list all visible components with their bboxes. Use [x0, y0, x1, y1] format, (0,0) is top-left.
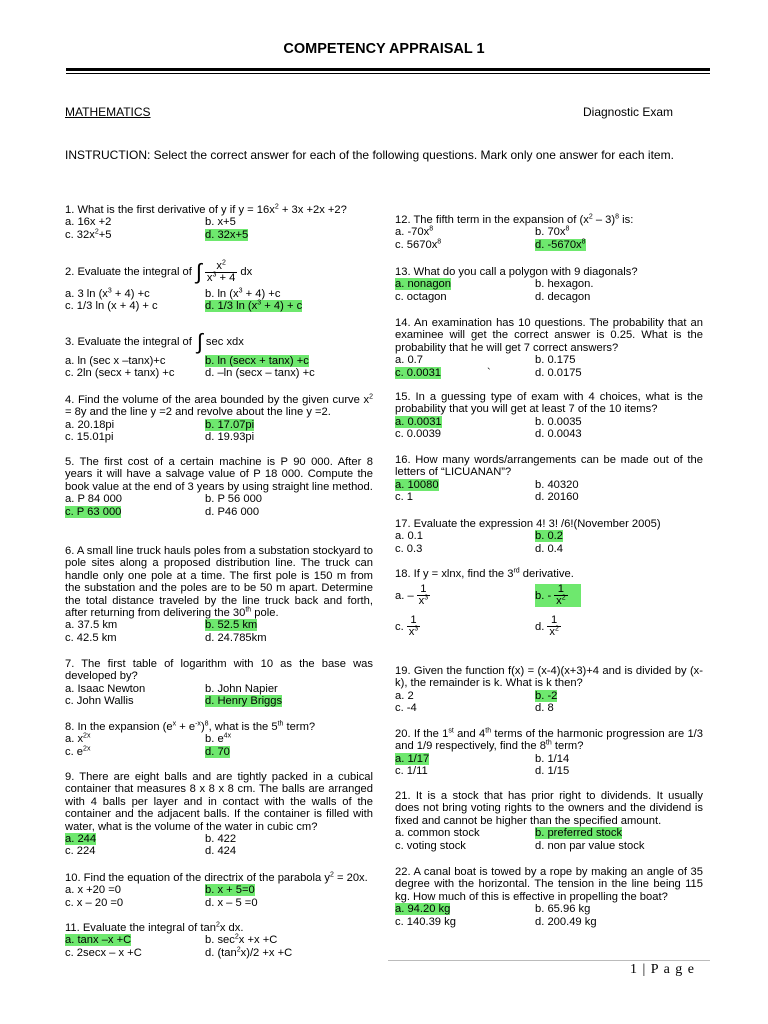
choice-c: c. $5670x^8$ — [395, 238, 442, 251]
choice-c: c. x – 20 =0 — [65, 896, 124, 909]
choice-b: b. John Napier — [205, 682, 278, 695]
choice-b-answer: b. - $\frac{1}{x^2}$ — [535, 584, 703, 607]
question-4: 4. Find the volume of the area bounded by the given curve $x^2 = 8y$ and the line y =2 and revolve about the line y =2. a. 20.18pi b. 17.07pi c. 15.01pi d. 19.93pi — [65, 393, 373, 444]
choice-d: d. $(\tan^2x)/2 +x +C$ — [205, 946, 293, 959]
choice-d: d. P46 000 — [205, 505, 260, 518]
choice-b: b. 40320 — [535, 478, 579, 491]
choice-c: c. 224 — [65, 845, 96, 858]
document-title: COMPETENCY APPRAISAL 1 — [283, 41, 485, 57]
choice-a-answer: a. 244 — [65, 833, 97, 846]
question-22: 22. A canal boat is towed by a rope by making an angle of 35 degree with the horizontal. The tension in the line being 115 kg. How much of this is effective in propelling the boat? a. 94.20 kg b. 65.96 kg c. 140.39 kg d. 200.49 kg — [395, 866, 703, 928]
choice-c-answer: c. 0.0031 ` — [395, 366, 491, 379]
question-1: 1. What is the first derivative of y if $y = 16x^2 + 3x +2x +2$? a. 16x +2 b. x+5 c. $32x^2+5$ d. 32x+5 — [65, 204, 373, 241]
choice-c: c. $e^{2x}$ — [65, 745, 91, 758]
choice-a: a. 0.1 — [395, 530, 423, 543]
choice-a-answer: a. 94.20 kg — [395, 903, 451, 916]
question-6: 6. A small line truck hauls poles from a substation stockyard to pole sites along a proposed distribution line. The truck can handle only one pole at a time. The first pole is 150 m from the substation and the poles are to be 50 m apart. Determine the total distance traveled by the line truck back and forth, after returning from delivering the 30th pole. a. 37.5 km b. 52.5 km c. 42.5 km d. 24.785km — [65, 545, 373, 644]
choice-b: b. 422 — [205, 833, 237, 846]
question-14: 14. An examination has 10 questions. The probability that an examinee will get the correct answer is 0.25. What is the probability that he will get 7 correct answers? a. 0.7 b. 0.175 c. 0.0031 ` d. 0.0175 — [395, 317, 703, 379]
choice-c: c. -4 — [395, 702, 417, 715]
choice-a: a. x +20 =0 — [65, 884, 121, 897]
choice-b: b. $70x^8$ — [535, 225, 570, 239]
choice-b-answer: b. 52.5 km — [205, 619, 258, 632]
choice-b: b. $\ln (x^3 + 4) +c$ — [205, 287, 281, 300]
choice-a-answer: a. 0.0031 — [395, 415, 442, 428]
choice-b: b. $e^{4x}$ — [205, 732, 232, 746]
choice-d-answer: d. 1/3 $\ln (x^3 + 4) + c$ — [205, 299, 303, 313]
choice-d: d. 200.49 kg — [535, 915, 597, 928]
choice-b-answer: b. ln (secx + tanx) +c — [205, 355, 309, 367]
instruction-text: INSTRUCTION: Select the correct answer for each of the following questions. Mark only one answer for each item. — [65, 148, 674, 162]
exam-type-label: Diagnostic Exam — [583, 105, 674, 119]
choice-b-answer: b. 0.2 — [535, 530, 563, 543]
title-rule-thin — [66, 73, 710, 74]
choice-d-answer: d. Henry Briggs — [205, 695, 283, 708]
choice-a: a. common stock — [395, 827, 480, 840]
footer-rule — [388, 960, 710, 961]
question-13: 13. What do you call a polygon with 9 diagonals? a. nonagon b. hexagon. c. octagon d. decagon — [395, 266, 703, 303]
choice-d: d. 0.4 — [535, 542, 563, 555]
choice-d-answer: d. 70 — [205, 745, 230, 758]
choice-c: c. 1/3 ln (x + 4) + c — [65, 300, 158, 313]
choice-c: c. 0.3 — [395, 542, 423, 555]
choice-c: c. 1/11 — [395, 765, 428, 778]
choice-b: b. 0.175 — [535, 354, 576, 367]
question-5: 5. The first cost of a certain machine is P 90 000. After 8 years it will have a salvage value of P 18 000. Compute the book value at the end of 3 years by using straight line method. a. P 84 000 b. P 56 000 c. P 63 000 d. P46 000 — [65, 456, 373, 518]
choice-b-answer: b. preferred stock — [535, 827, 623, 840]
choice-c: c. $\frac{1}{x^3}$ — [395, 614, 419, 639]
choice-a-answer: a. 1/17 — [395, 752, 430, 765]
choice-c: c. voting stock — [395, 839, 466, 852]
question-21: 21. It is a stock that has prior right to dividends. It usually does not bring voting rights to the owners and the dividend is fixed and cannot be higher than the specified amount. a. common stock b. preferred stock c. voting stock d. non par value stock — [395, 790, 703, 852]
choice-d: d. x – 5 =0 — [205, 896, 258, 909]
choice-b-answer: b. 17.07pi — [205, 418, 255, 431]
choice-c: c. 15.01pi — [65, 431, 114, 444]
choice-d-answer: d. $-5670x^8$ — [535, 238, 586, 251]
choice-a-answer: a. nonagon — [395, 278, 451, 291]
choice-d: d. decagon — [535, 290, 591, 303]
choice-a: a. 16x +2 — [65, 216, 112, 229]
question-19: 19. Given the function f(x) = (x-4)(x+3)+4 and is divided by (x-k), the remainder is k. What is k then? a. 2 b. -2 c. -4 d. 8 — [395, 665, 703, 715]
choice-a: a. 0.7 — [395, 354, 423, 367]
stray-mark: ` — [487, 366, 491, 379]
choice-b: b. x+5 — [205, 216, 236, 229]
choice-c: c. John Wallis — [65, 695, 134, 708]
choice-c: c. 2secx – x +C — [65, 946, 142, 959]
choice-d: d. 0.0043 — [535, 428, 582, 441]
question-3: 3. Evaluate the integral of ∫ sec xdx a. ln (sec x –tanx)+c b. ln (secx + tanx) +c c. 2ln (secx + tanx) +c d. –ln (secx – tanx) +c — [65, 329, 373, 380]
choice-c-answer: c. P 63 000 — [65, 505, 122, 518]
question-15: 15. In a guessing type of exam with 4 choices, what is the probability that you will get at least 7 of the 10 items? a. 0.0031 b. 0.0035 c. 0.0039 d. 0.0043 — [395, 391, 703, 441]
choice-a: a. $-70x^8$ — [395, 225, 434, 239]
subject-label: MATHEMATICS — [65, 105, 151, 119]
choice-d: d. non par value stock — [535, 839, 645, 852]
choice-a: a. 2 — [395, 689, 414, 702]
question-8: 8. In the expansion $(e^x + e^{-x})^8$, what is the 5th term? a. $x^{2x}$ b. $e^{4x}$ c. $e^{2x}$ d. 70 — [65, 721, 373, 758]
choice-a-answer: a. 10080 — [395, 478, 439, 491]
choice-b-answer: b. x + 5=0 — [205, 884, 255, 897]
question-9: 9. There are eight balls and are tightly packed in a cubical container that measures 8 x 8 x 8 cm. The balls are arranged with 4 balls per layer and in contact with the walls of the container and the adjacent balls. If the container is filled with water, what is the volume of the water in cubic cm? a. 244 b. 422 c. 224 d. 424 — [65, 771, 373, 858]
question-17: 17. Evaluate the expression 4! 3! /6!(November 2005) a. 0.1 b. 0.2 c. 0.3 d. 0.4 — [395, 518, 703, 555]
choice-a: a. P 84 000 — [65, 493, 123, 506]
choice-b: b. 65.96 kg — [535, 903, 591, 916]
choice-a: a. 3 $\ln (x^3 + 4) +c$ — [65, 287, 150, 300]
choice-c: c. 42.5 km — [65, 631, 117, 644]
choice-d: d. $\frac{1}{x^2}$ — [535, 614, 559, 639]
choice-d: d. 8 — [535, 702, 554, 715]
choice-d-answer: d. 32x+5 — [205, 228, 249, 241]
integral-sign-icon: ∫ — [195, 259, 202, 284]
choice-c: c. 1 — [395, 491, 414, 504]
choice-d: d. 19.93pi — [205, 431, 255, 444]
choice-d: d. 424 — [205, 845, 237, 858]
choice-b: b. hexagon. — [535, 278, 594, 291]
choice-d: d. 0.0175 — [535, 366, 582, 379]
title-rule-thick — [66, 68, 710, 71]
choice-b: b. 1/14 — [535, 752, 570, 765]
question-2: 2. Evaluate the integral of ∫ $\frac{x^2}{x^3 + 4}$ dx a. 3 $\ln (x^3 + 4) +c$ b. $\ln (x^3 + 4) +c$ c. 1/3 ln (x + 4) + c d. 1/3 $\ln (x^3 + 4) + c$ — [65, 256, 373, 313]
integral-sign-icon: ∫ — [196, 329, 203, 354]
choice-c: c. 140.39 kg — [395, 915, 456, 928]
choice-d: d. –ln (secx – tanx) +c — [205, 367, 315, 380]
choice-b: b. $\sec^2x +x +C$ — [205, 933, 278, 947]
choice-a: a. – $\frac{1}{x^3}$ — [395, 583, 429, 608]
choice-b: b. P 56 000 — [205, 493, 263, 506]
question-7: 7. The first table of logarithm with 10 as the base was developed by? a. Isaac Newton b. John Napier c. John Wallis d. Henry Briggs — [65, 658, 373, 708]
choice-a-answer: a. tanx –x +C — [65, 934, 132, 947]
question-10: 10. Find the equation of the directrix of the parabola $y^2 = 20x$. a. x +20 =0 b. x + 5=0 c. x – 20 =0 d. x – 5 =0 — [65, 872, 373, 909]
choice-c: c. 0.0039 — [395, 428, 442, 441]
choice-c: c. 2ln (secx + tanx) +c — [65, 367, 175, 380]
question-11: 11. Evaluate the integral of $\tan^2x$ dx. a. tanx –x +C b. $\sec^2x +x +C$ c. 2secx – x +C d. $(\tan^2x)/2 +x +C$ — [65, 922, 373, 959]
question-18: 18. If y = xlnx, find the 3rd derivative. a. – $\frac{1}{x^3}$ b. - $\frac{1}{x^2}$ c. $\frac{1}{x^3}$ d. $\frac{1}{x^2}$ — [395, 568, 703, 638]
choice-b-answer: b. -2 — [535, 689, 558, 702]
choice-c: c. octagon — [395, 290, 447, 303]
question-16: 16. How many words/arrangements can be made out of the letters of “LICUANAN”? a. 10080 b. 40320 c. 1 d. 20160 — [395, 454, 703, 504]
question-20: 20. If the 1st and 4th terms of the harmonic progression are 1/3 and 1/9 respectively, find the 8th term? a. 1/17 b. 1/14 c. 1/11 d. 1/15 — [395, 727, 704, 778]
question-12: 12. The fifth term in the expansion of $(x^2 - 3)^8$ is: a. $-70x^8$ b. $70x^8$ c. $5670x^8$ d. $-5670x^8$ — [395, 214, 703, 251]
choice-d: d. 20160 — [535, 491, 579, 504]
choice-a: a. 37.5 km — [65, 619, 118, 632]
choice-c: c. $32x^2+5$ — [65, 228, 112, 241]
choice-d: d. 1/15 — [535, 765, 570, 778]
choice-d: d. 24.785km — [205, 631, 267, 644]
choice-a: a. $x^{2x}$ — [65, 732, 91, 746]
choice-a: a. Isaac Newton — [65, 682, 146, 695]
page-number: 1 | P a g e — [630, 962, 695, 977]
choice-a: a. 20.18pi — [65, 418, 115, 431]
choice-b: b. 0.0035 — [535, 415, 582, 428]
choice-a: a. ln (sec x –tanx)+c — [65, 355, 166, 367]
